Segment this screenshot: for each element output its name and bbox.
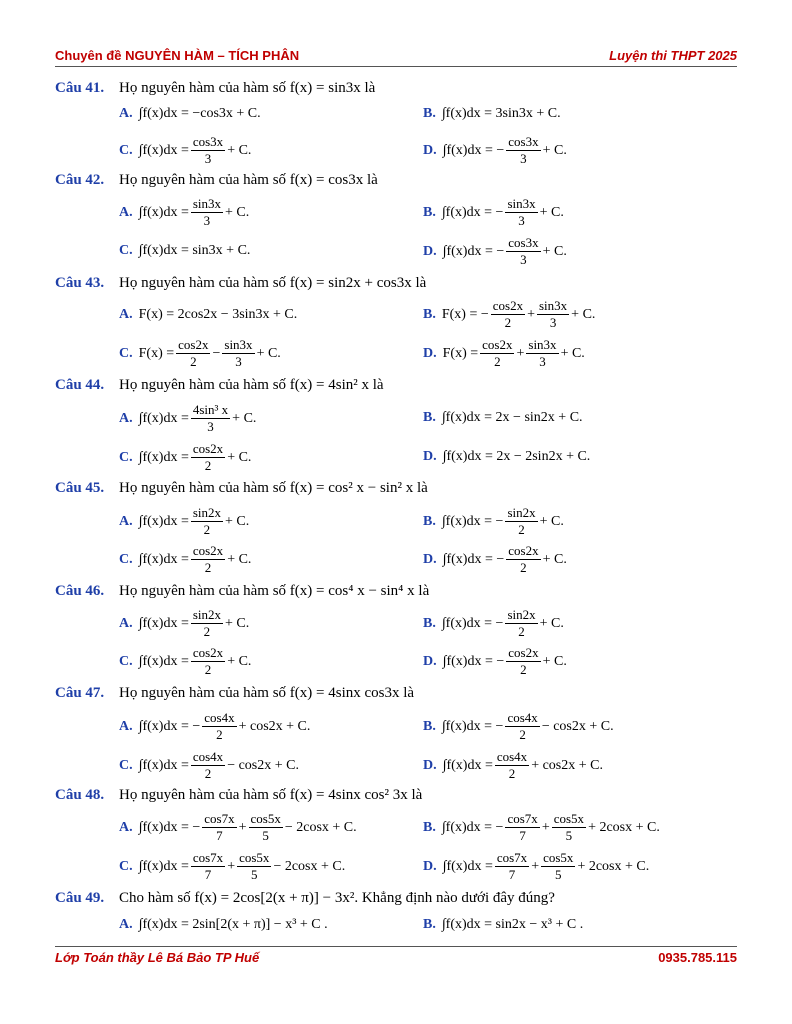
- option-label: D.: [423, 345, 437, 361]
- option-d[interactable]: D. ∫f(x)dx = − $\frac{\cos 2x}{2}$ + C.: [423, 645, 567, 677]
- option-b[interactable]: [423, 917, 583, 933]
- fraction: $\frac{\cos 7x}{7}$: [192, 850, 224, 882]
- option-b[interactable]: B. ∫f(x)dx = − $\frac{\cos 4x}{2}$ − cos2x + C.: [423, 710, 614, 742]
- option-b[interactable]: B. F(x) = − $\frac{\cos 2x}{2}$ + $\frac{\sin 3x}{3}$ + C.: [423, 298, 596, 330]
- fraction: $\frac{\cos 5x}{5}$: [239, 850, 270, 882]
- option-text: ∫f(x)dx = sin2x − x³ + C .: [441, 917, 584, 932]
- option-text: ∫f(x)dx = −cos3x + C.: [138, 106, 261, 121]
- option-label: C.: [119, 858, 133, 874]
- option-label: B.: [423, 917, 436, 932]
- question-number: Câu 47.: [55, 685, 105, 701]
- option-label: C.: [119, 449, 133, 465]
- option-c[interactable]: C. F(x) = $\frac{\cos 2x}{2}$ − $\frac{\sin 3x}{3}$ + C.: [119, 337, 281, 369]
- option-label: A.: [119, 410, 133, 426]
- footer-phone: 0935.785.115: [658, 950, 737, 965]
- option-c[interactable]: [119, 243, 250, 259]
- option-text: ∫f(x)dx = 2x − 2sin2x + C.: [442, 449, 591, 464]
- option-text: F(x) = 2cos2x − 3sin3x + C.: [138, 307, 298, 322]
- fraction: $\frac{\cos 4x}{2}$: [507, 710, 538, 742]
- option-label: A.: [119, 819, 133, 835]
- fraction: $\frac{\sin 3x}{3}$: [224, 337, 253, 369]
- question-number: Câu 45.: [55, 480, 105, 496]
- option-label: B.: [423, 410, 436, 425]
- fraction: $\frac{\cos 3x}{3}$: [508, 235, 539, 267]
- fraction: $\frac{\cos 2x}{2}$: [482, 337, 513, 369]
- option-label: C.: [119, 551, 133, 567]
- option-label: A.: [119, 307, 133, 322]
- fraction: $\frac{\cos 2x}{2}$: [492, 298, 524, 330]
- question-text: Họ nguyên hàm của hàm số f(x) = sin2x + cos3x là: [119, 275, 427, 291]
- option-d[interactable]: D. ∫f(x)dx = − $\frac{\cos 3x}{3}$ + C.: [423, 134, 567, 166]
- option-c[interactable]: C. ∫f(x)dx = $\frac{\cos 2x}{2}$ + C.: [119, 543, 252, 575]
- fraction: $\frac{\cos 4x}{2}$: [496, 749, 528, 781]
- option-c[interactable]: C. ∫f(x)dx = $\frac{\cos 2x}{2}$ + C.: [119, 441, 252, 473]
- question-number: Câu 44.: [55, 377, 105, 393]
- option-label: D.: [423, 449, 437, 464]
- option-a[interactable]: A. ∫f(x)dx = $\frac{\text{4sin³ x}}{3}$ + C.: [119, 402, 257, 434]
- option-d[interactable]: [423, 449, 590, 465]
- fraction: $\frac{\cos 5x}{5}$: [543, 850, 574, 882]
- option-a[interactable]: [119, 106, 261, 122]
- fraction: $\frac{\cos 7x}{7}$: [496, 850, 528, 882]
- footer-author: Lớp Toán thầy Lê Bá Bảo TP Huế: [55, 950, 260, 965]
- option-d[interactable]: D. F(x) = $\frac{\cos 2x}{2}$ + $\frac{\sin 3x}{3}$ + C.: [423, 337, 585, 369]
- page-header: [55, 46, 737, 66]
- option-a[interactable]: A. ∫f(x)dx = $\frac{\sin 3x}{3}$ + C.: [119, 196, 250, 228]
- option-label: D.: [423, 142, 437, 158]
- option-label: A.: [119, 917, 133, 932]
- question-number: Câu 41.: [55, 80, 105, 96]
- option-label: B.: [423, 204, 436, 220]
- option-label: B.: [423, 718, 436, 734]
- option-label: B.: [423, 106, 436, 121]
- fraction: $\frac{\cos 4x}{2}$: [192, 749, 224, 781]
- question-text: Họ nguyên hàm của hàm số f(x) = 4sinx cos3x là: [119, 685, 415, 701]
- option-a[interactable]: A. ∫f(x)dx = $\frac{\sin 2x}{2}$ + C.: [119, 505, 250, 537]
- option-a[interactable]: A. ∫f(x)dx = − $\frac{\cos 4x}{2}$ + cos2x + C.: [119, 710, 311, 742]
- option-b[interactable]: [423, 410, 583, 426]
- option-label: D.: [423, 551, 437, 567]
- option-b[interactable]: B. ∫f(x)dx = − $\frac{\sin 3x}{3}$ + C.: [423, 196, 564, 228]
- footer-divider: [55, 946, 737, 947]
- option-d[interactable]: D. ∫f(x)dx = − $\frac{\cos 2x}{2}$ + C.: [423, 543, 567, 575]
- option-label: C.: [119, 757, 133, 773]
- option-label: C.: [119, 243, 133, 258]
- question-text: Họ nguyên hàm của hàm số f(x) = 4sinx cos² 3x là: [119, 787, 423, 803]
- option-a[interactable]: [119, 917, 328, 933]
- option-label: B.: [423, 615, 436, 631]
- option-label: C.: [119, 345, 133, 361]
- fraction: $\frac{\sin 3x}{3}$: [192, 196, 222, 228]
- fraction: $\frac{\sin 2x}{2}$: [192, 505, 222, 537]
- header-divider: [55, 66, 737, 67]
- option-text: ∫f(x)dx = 2x − sin2x + C.: [441, 410, 583, 425]
- option-d[interactable]: D. ∫f(x)dx = $\frac{\cos 4x}{2}$ + cos2x + C.: [423, 749, 603, 781]
- fraction: $\frac{\cos 2x}{2}$: [192, 543, 224, 575]
- option-label: A.: [119, 615, 133, 631]
- option-text: ∫f(x)dx = 2sin[2(x + π)] − x³ + C .: [138, 917, 328, 932]
- fraction: $\frac{\cos 3x}{3}$: [508, 134, 539, 166]
- option-b[interactable]: B. ∫f(x)dx = − $\frac{\cos 7x}{7}$ + $\frac{\cos 5x}{5}$ + 2cosx + C.: [423, 811, 660, 843]
- fraction: $\frac{\sin 3x}{3}$: [507, 196, 536, 228]
- option-c[interactable]: C. ∫f(x)dx = $\frac{\cos 4x}{2}$ − cos2x + C.: [119, 749, 299, 781]
- fraction: $\frac{\sin 3x}{3}$: [528, 337, 557, 369]
- option-label: A.: [119, 513, 133, 529]
- option-b[interactable]: B. ∫f(x)dx = − $\frac{\sin 2x}{2}$ + C.: [423, 505, 564, 537]
- question-number: Câu 49.: [55, 890, 105, 906]
- fraction: $\frac{\cos 3x}{3}$: [192, 134, 224, 166]
- option-label: A.: [119, 106, 133, 121]
- option-label: D.: [423, 243, 437, 259]
- option-label: D.: [423, 858, 437, 874]
- option-label: D.: [423, 653, 437, 669]
- fraction: $\frac{\cos 5x}{5}$: [553, 811, 585, 843]
- fraction: $\frac{\cos 2x}{2}$: [192, 441, 224, 473]
- fraction: $\frac{\cos 2x}{2}$: [192, 645, 224, 677]
- fraction: $\frac{\cos 5x}{5}$: [250, 811, 281, 843]
- question-number: Câu 43.: [55, 275, 105, 291]
- question-text: Họ nguyên hàm của hàm số f(x) = sin3x là: [119, 80, 376, 96]
- option-text: ∫f(x)dx = 3sin3x + C.: [441, 106, 561, 121]
- fraction: $\frac{\sin 2x}{2}$: [192, 607, 222, 639]
- option-c[interactable]: C. ∫f(x)dx = $\frac{\cos 3x}{3}$ + C.: [119, 134, 252, 166]
- option-label: A.: [119, 718, 133, 734]
- option-label: D.: [423, 757, 437, 773]
- option-c[interactable]: C. ∫f(x)dx = $\frac{\cos 7x}{7}$ + $\frac{\cos 5x}{5}$ − 2cosx + C.: [119, 850, 346, 882]
- option-c[interactable]: C. ∫f(x)dx = $\frac{\cos 2x}{2}$ + C.: [119, 645, 252, 677]
- option-label: B.: [423, 306, 436, 322]
- fraction: $\frac{\sin 3x}{3}$: [539, 298, 568, 330]
- option-label: A.: [119, 204, 133, 220]
- option-label: C.: [119, 653, 133, 669]
- option-a[interactable]: A. ∫f(x)dx = $\frac{\sin 2x}{2}$ + C.: [119, 607, 250, 639]
- option-text: ∫f(x)dx = sin3x + C.: [138, 243, 251, 258]
- fraction: $\frac{\cos 2x}{2}$: [508, 543, 539, 575]
- option-label: B.: [423, 819, 436, 835]
- page-footer: [55, 950, 737, 970]
- header-topic: Chuyên đề NGUYÊN HÀM – TÍCH PHÂN: [55, 48, 300, 63]
- fraction: $\frac{\cos 7x}{7}$: [204, 811, 235, 843]
- option-label: B.: [423, 513, 436, 529]
- fraction: $\frac{\sin 2x}{2}$: [507, 607, 536, 639]
- question-text: Họ nguyên hàm của hàm số f(x) = cos3x là: [119, 172, 378, 188]
- option-b[interactable]: B. ∫f(x)dx = − $\frac{\sin 2x}{2}$ + C.: [423, 607, 564, 639]
- fraction: $\frac{\text{4sin³ x}}{3}$: [192, 402, 229, 434]
- fraction: $\frac{\cos 2x}{2}$: [508, 645, 539, 677]
- fraction: $\frac{\sin 2x}{2}$: [507, 505, 536, 537]
- fraction: $\frac{\cos 2x}{2}$: [178, 337, 209, 369]
- question-number: Câu 48.: [55, 787, 105, 803]
- option-a[interactable]: A. ∫f(x)dx = − $\frac{\cos 7x}{7}$ + $\frac{\cos 5x}{5}$ − 2cosx + C.: [119, 811, 357, 843]
- header-exam: Luyện thi THPT 2025: [609, 48, 737, 63]
- option-d[interactable]: D. ∫f(x)dx = $\frac{\cos 7x}{7}$ + $\frac{\cos 5x}{5}$ + 2cosx + C.: [423, 850, 650, 882]
- option-label: C.: [119, 142, 133, 158]
- option-a[interactable]: [119, 307, 297, 323]
- question-text: Cho hàm số f(x) = 2cos[2(x + π)] − 3x². Khẳng định nào dưới đây đúng?: [119, 890, 555, 906]
- question-number: Câu 42.: [55, 172, 105, 188]
- fraction: $\frac{\cos 4x}{2}$: [204, 710, 235, 742]
- question-text: Họ nguyên hàm của hàm số f(x) = cos⁴ x − sin⁴ x là: [119, 583, 430, 599]
- fraction: $\frac{\cos 7x}{7}$: [507, 811, 538, 843]
- question-text: Họ nguyên hàm của hàm số f(x) = 4sin² x là: [119, 377, 384, 393]
- question-number: Câu 46.: [55, 583, 105, 599]
- option-b[interactable]: [423, 106, 561, 122]
- question-text: Họ nguyên hàm của hàm số f(x) = cos² x − sin² x là: [119, 480, 428, 496]
- option-d[interactable]: D. ∫f(x)dx = − $\frac{\cos 3x}{3}$ + C.: [423, 235, 567, 267]
